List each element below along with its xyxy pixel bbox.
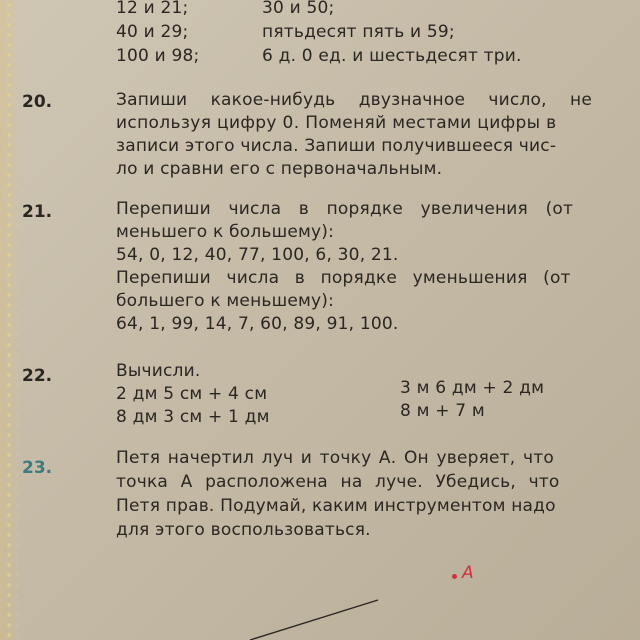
top-right-2: пятьдесят пять и 59; — [262, 22, 455, 42]
top-right-3: 6 д. 0 ед. и шестьдесят три. — [262, 46, 522, 66]
task-22-number: 22. — [22, 366, 53, 386]
task-21-line-6: 64, 1, 99, 14, 7, 60, 89, 91, 100. — [116, 314, 399, 334]
task-20-line-3: записи этого числа. Запиши получившееся чис- — [116, 136, 557, 156]
task-20-line-2: используя цифру 0. Поменяй местами цифры в — [116, 113, 557, 133]
task-22-title: Вычисли. — [116, 361, 201, 381]
top-left-1: 12 и 21; — [116, 0, 189, 18]
point-a-dot — [452, 574, 457, 579]
top-left-2: 40 и 29; — [116, 22, 189, 42]
task-20-line-4: ло и сравни его с первоначальным. — [116, 159, 443, 179]
task-23-line-3: Петя прав. Подумай, каким инструментом надо — [116, 496, 556, 516]
task-22-expr-left-1: 2 дм 5 см + 4 см — [116, 384, 268, 404]
point-a-label: А — [462, 563, 474, 583]
task-23-number: 23. — [22, 458, 53, 478]
task-23-line-4: для этого воспользоваться. — [116, 520, 371, 540]
task-22-expr-right-1: 3 м 6 дм + 2 дм — [400, 378, 545, 398]
task-23-line-1: Петя начертил луч и точку А. Он уверяет, что — [116, 448, 554, 468]
task-21-number: 21. — [22, 202, 53, 222]
task-21-line-3: 54, 0, 12, 40, 77, 100, 6, 30, 21. — [116, 245, 399, 265]
task-21-line-4: Перепиши числа в порядке уменьшения (от — [116, 268, 571, 288]
task-21-line-2: меньшего к большему): — [116, 222, 335, 242]
task-21-line-1: Перепиши числа в порядке увеличения (от — [116, 199, 574, 219]
task-21-line-5: большего к меньшему): — [116, 291, 335, 311]
task-22-expr-left-2: 8 дм 3 см + 1 дм — [116, 407, 270, 427]
task-20-number: 20. — [22, 92, 53, 112]
top-left-3: 100 и 98; — [116, 46, 200, 66]
top-right-1: 30 и 50; — [262, 0, 335, 18]
task-22-expr-right-2: 8 м + 7 м — [400, 401, 485, 421]
task-20-line-1: Запиши какое-нибудь двузначное число, не — [116, 90, 592, 110]
ray-line — [250, 600, 378, 640]
task-23-line-2: точка А расположена на луче. Убедись, что — [116, 472, 560, 492]
